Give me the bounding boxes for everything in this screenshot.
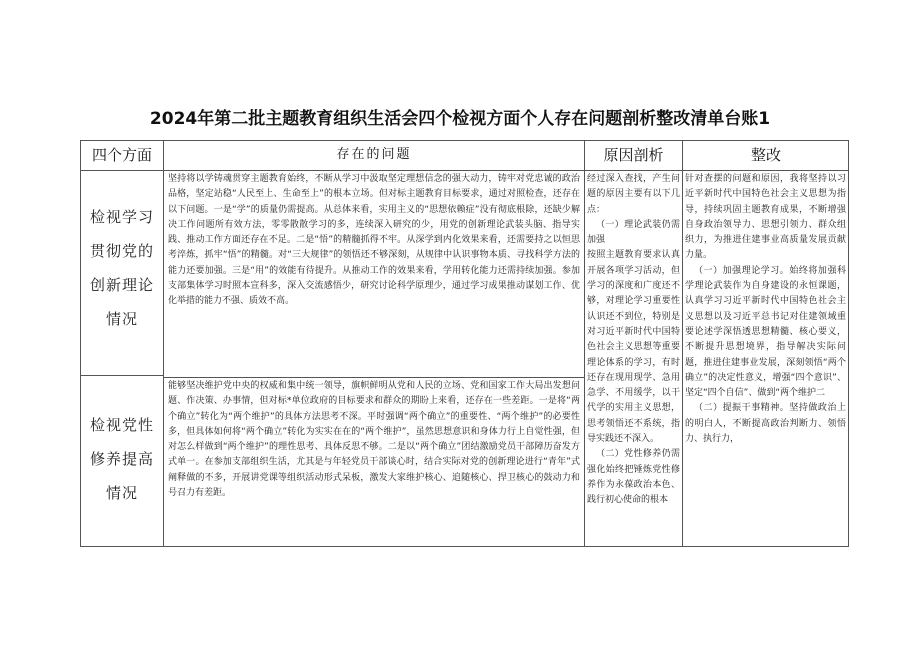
row-label-study [81,203,163,333]
problem-text: 能够坚决维护党中央的权威和集中统一领导，旗帜鲜明从党和人民的立场、党和国家工作大局出发想问题、作决策、办事情，但对标*单位政府的目标要求和群众的期盼上来看，还存在一些差距。一是将“两个确立”转化为“两个维护”的具体方法思考不深。平时强调“两个确立”的重要性、“两个维护”的必要性多，但具体如何将“两个确立”转化为实实在在的“两个维护”，虽然思想意识和身体力行上自觉性强，但对怎么样做到“两个维护”的理性思考、具体反思不够。二是以“两个确立”团结激励党员干部障历奋发方式单一。在参加支部组织生活，尤其是与年轻党员干部谈心时，结合实际对党的创新理论进行“青年”式阐释做的不多，开展讲党课等组织活动形式呆板，激发大家维护核心、追随核心、捍卫核心的鼓动力和号召力有差距。 [168,381,580,499]
column-divider [682,141,683,546]
document-title: 2024年第二批主题教育组织生活会四个检视方面个人存在问题剖析整改清单台账1 [149,109,771,129]
analysis-cell [587,172,680,544]
header-divider [81,170,848,171]
row-label-line: 检视党性 [89,416,154,434]
header-aspect: 四个方面 [91,146,152,164]
measures-intro: 针对查摆的问题和原因，我将坚持以习近平新时代中国特色社会主义思想为指导，持续巩固主题教育成果，不断增强自身政治领导力、思想引领力、群众组织力，为推进住建事业高质量发展贡献力量。 [685,174,846,261]
row-label-line: 修养提高 [89,450,154,468]
header-analysis: 原因剖析 [603,146,664,164]
analysis-heading-theory: （一）理论武装仍需加强 [587,219,680,246]
measures-work-spirit: （二）提振干事精神。坚持做政治上的明白人，不断提高政治判断力、领悟力、执行力， [685,403,846,445]
analysis-text-theory: 按照主题教育要求认真开展各项学习活动，但学习的深度和广度还不够，对理论学习重要性认识还不到位，特别是对习近平新时代中国特色社会主义思想等重要理论体系的学习，有时还存在现用现学、急用急学、不用缓学，以干代学的实用主义思想，思考领悟还不系统，指导实践还不深入。 [587,250,680,445]
rectification-table [80,140,849,547]
row-label-party-spirit [81,411,163,507]
row-divider [163,377,584,378]
row-label-line: 检视学习 [89,208,154,226]
row-label-line: 情况 [105,310,138,328]
row-label-line: 情况 [105,484,138,502]
measures-cell [685,172,846,544]
column-divider [584,141,585,546]
row-divider [81,375,163,376]
problem-cell-party-spirit [168,379,580,545]
header-measures: 整改 [750,146,781,164]
analysis-intro: 经过深入查找，产生问题的原因主要有以下几点： [587,174,680,215]
problem-text: 坚持将以学铸魂贯穿主题教育始终，不断从学习中汲取坚定理想信念的强大动力，铸牢对党忠诚的政治品格，坚定站稳“人民至上、生命至上”的根本立场。但对标主题教育目标要求，通过对照检查，还存在以下问题。一是“学”的质量仍需提高。从总体来看，实用主义的“思想依赖症”没有彻底根除，还缺少解决工作问题所有效方法，零零散散学习的多，连续深入研究的少，用党的创新理论武装头脑、指导实践、推动工作方面还存在不足。二是“悟”的精髓抓得不牢。从深学到内化效果来看，还需要持之以恒思考淬炼，抓牢“悟”的精髓。对“三大规律”的领悟还不够深刻，从规律中认识事物本质、寻找科学方法的能力还要加强。三是“用”的效能有待提升。从推动工作的效果来看，学用转化能力还需持续加强。参加支部集体学习时照本宣科多，深入交流感悟少，研究讨论科学原理少，通过学习成果推动谋划工作、优化举措的能力不强、质效不高。 [168,174,580,307]
column-divider [163,141,164,546]
problem-cell-study [168,172,580,375]
measures-theory-study: （一）加强理论学习。始终将加强科学理论武装作为自身建设的永恒课题，认真学习习近平新时代中国特色社会主义思想以及习近平总书记对住建领域重要论述学深悟透思想精髓、核心要义，不断提升思想境界，指导解决实际问题，推进住建事业发展，深刻领悟“两个确立”的决定性意义，增强“四个意识”、坚定“四个自信”、做到“两个维护二 [685,265,846,399]
row-label-line: 创新理论 [89,276,154,294]
header-problems: 存在的问题 [336,147,412,162]
analysis-text-party-spirit: （二）党性修养仍需强化始终把锤炼党性修养作为永葆政治本色、践行初心使命的根本 [587,449,680,506]
row-label-line: 贯彻党的 [89,242,154,260]
